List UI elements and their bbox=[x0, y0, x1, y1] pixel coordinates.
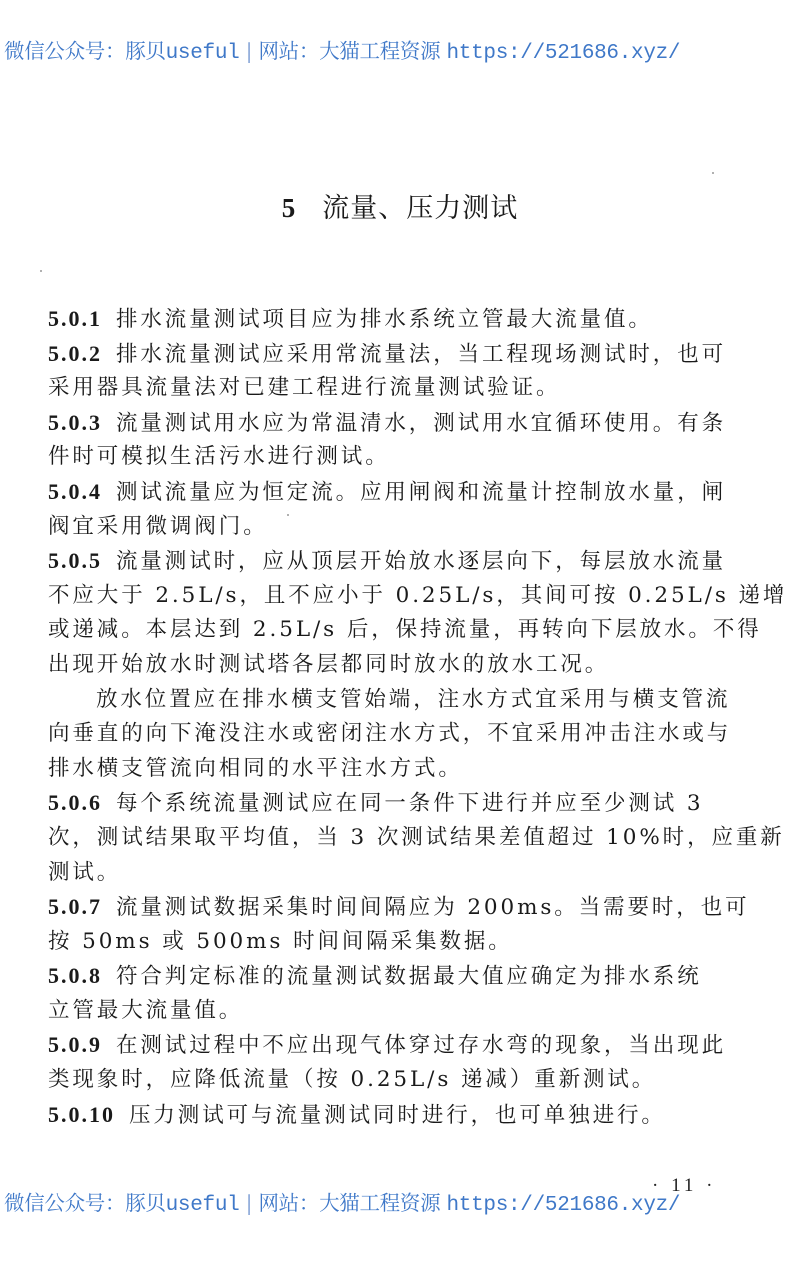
document-body bbox=[48, 302, 788, 1132]
clause-line bbox=[48, 786, 728, 821]
clause-text: 测试。 bbox=[48, 859, 122, 885]
clause-text: 放水位置应在排水横支管始端，注水方式宜采用与横支管流 bbox=[96, 686, 731, 712]
watermark-url[interactable]: https://521686.xyz/ bbox=[446, 42, 681, 65]
chapter-number: 5 bbox=[281, 193, 297, 223]
clause-text: 采用器具流量法对已建工程进行流量测试验证。 bbox=[48, 375, 561, 401]
text-line bbox=[48, 856, 728, 891]
clause-text: 压力测试可与流量测试同时进行，也可单独进行。 bbox=[129, 1102, 666, 1128]
clause-text: 每个系统流量测试应在同一条件下进行并应至少测试 3 bbox=[116, 791, 704, 817]
clause-text: 立管最大流量值。 bbox=[48, 997, 244, 1023]
text-line bbox=[48, 925, 728, 960]
text-line bbox=[48, 1063, 728, 1098]
scan-speck bbox=[712, 172, 714, 174]
text-line bbox=[48, 579, 788, 614]
clause-line bbox=[48, 1098, 728, 1133]
clause-text: 出现开始放水时测试塔各层都同时放水的放水工况。 bbox=[48, 651, 610, 677]
text-line bbox=[48, 717, 732, 752]
text-line bbox=[48, 613, 762, 648]
chapter-title-text: 流量、压力测试 bbox=[322, 193, 519, 224]
text-line bbox=[48, 821, 785, 856]
text-line bbox=[48, 994, 728, 1029]
clause-line bbox=[48, 337, 728, 372]
clause-text: 排水横支管流向相同的水平注水方式。 bbox=[48, 755, 463, 781]
clause-line bbox=[48, 544, 728, 579]
watermark-prefix: 微信公众号：豚贝 bbox=[4, 1191, 166, 1215]
watermark-header bbox=[4, 34, 800, 65]
text-line bbox=[48, 371, 728, 406]
watermark-account: useful bbox=[165, 1194, 240, 1217]
clause-text: 在测试过程中不应出现气体穿过存水弯的现象，当出现此 bbox=[116, 1033, 727, 1059]
text-line bbox=[48, 683, 731, 718]
clause-number: 5.0.10 bbox=[48, 1101, 115, 1127]
clause-text: 阀宜采用微调阀门。 bbox=[48, 513, 268, 539]
clause-number: 5.0.3 bbox=[48, 409, 102, 435]
clause-number: 5.0.5 bbox=[48, 548, 102, 574]
clause-text: 向垂直的向下淹没注水或密闭注水方式，不宜采用冲击注水或与 bbox=[48, 721, 732, 747]
chapter-title bbox=[0, 186, 800, 225]
watermark-url[interactable]: https://521686.xyz/ bbox=[446, 1194, 681, 1217]
clause-line bbox=[48, 406, 728, 441]
clause-text: 流量测试用水应为常温清水，测试用水宜循环使用。有条 bbox=[116, 410, 727, 436]
clause-number: 5.0.1 bbox=[48, 306, 102, 331]
clause-number: 5.0.7 bbox=[48, 894, 102, 920]
clause-text: 流量测试数据采集时间间隔应为 200ms。当需要时，也可 bbox=[116, 895, 750, 921]
clause-text: 排水流量测试项目应为排水系统立管最大流量值。 bbox=[116, 307, 653, 332]
clause-text: 按 50ms 或 500ms 时间间隔采集数据。 bbox=[48, 928, 513, 954]
clause-text: 测试流量应为恒定流。应用闸阀和流量计控制放水量，闸 bbox=[116, 479, 727, 505]
clause-text: 或递减。本层达到 2.5L/s 后，保持流量，再转向下层放水。不得 bbox=[48, 617, 762, 643]
clause-number: 5.0.9 bbox=[48, 1032, 102, 1058]
page-number: · 11 · bbox=[652, 1175, 717, 1196]
clause-text: 件时可模拟生活污水进行测试。 bbox=[48, 444, 390, 470]
clause-line bbox=[48, 475, 728, 510]
clause-text: 次，测试结果取平均值，当 3 次测试结果差值超过 10%时，应重新 bbox=[48, 824, 785, 850]
watermark-separator: | bbox=[239, 39, 259, 63]
clause-text: 流量测试时，应从顶层开始放水逐层向下，每层放水流量 bbox=[116, 549, 727, 575]
clause-number: 5.0.8 bbox=[48, 963, 102, 989]
clause-line bbox=[48, 890, 750, 925]
clause-text: 符合判定标准的流量测试数据最大值应确定为排水系统 bbox=[116, 964, 702, 990]
scan-speck bbox=[287, 514, 289, 516]
text-line bbox=[48, 440, 728, 475]
watermark-footer bbox=[4, 1186, 800, 1217]
clause-number: 5.0.6 bbox=[48, 790, 102, 816]
clause-number: 5.0.4 bbox=[48, 478, 102, 504]
watermark-separator: | bbox=[239, 1191, 259, 1215]
watermark-prefix: 微信公众号：豚贝 bbox=[4, 39, 166, 63]
clause-text: 排水流量测试应采用常流量法，当工程现场测试时，也可 bbox=[116, 341, 727, 367]
text-line bbox=[48, 510, 728, 545]
clause-line bbox=[48, 959, 728, 994]
clause-text: 不应大于 2.5L/s，且不应小于 0.25L/s，其间可按 0.25L/s 递增 bbox=[48, 582, 788, 608]
text-line bbox=[48, 752, 728, 787]
scan-speck bbox=[40, 270, 42, 272]
text-line bbox=[48, 648, 728, 683]
watermark-account: useful bbox=[165, 42, 240, 65]
clause-text: 类现象时，应降低流量（按 0.25L/s 递减）重新测试。 bbox=[48, 1067, 657, 1093]
clause-line bbox=[48, 1028, 728, 1063]
clause-number: 5.0.2 bbox=[48, 340, 102, 366]
watermark-site-label: 网站：大猫工程资源 bbox=[258, 39, 447, 63]
watermark-site-label: 网站：大猫工程资源 bbox=[258, 1191, 447, 1215]
clause-line bbox=[48, 302, 728, 337]
